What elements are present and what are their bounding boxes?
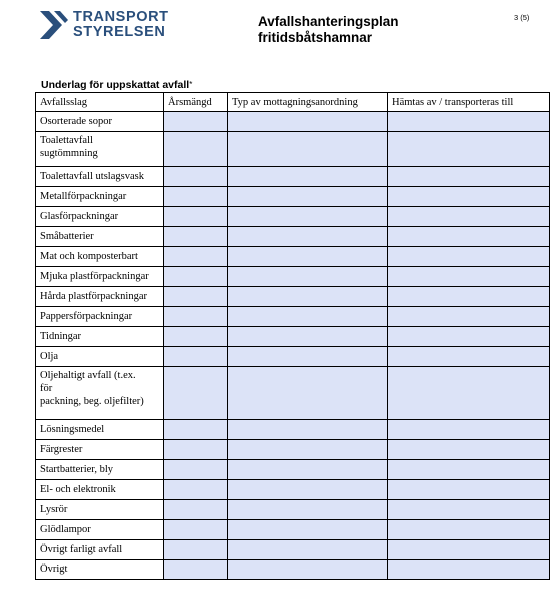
table-row [36, 307, 550, 327]
waste-type-label [36, 267, 164, 287]
waste-type-label [36, 167, 164, 187]
waste-type-label-line: Olja [40, 351, 59, 362]
reception-type-cell[interactable] [228, 520, 388, 540]
waste-type-label-line: Metallförpackningar [40, 191, 127, 202]
table-row [36, 132, 550, 167]
reception-type-cell[interactable] [228, 167, 388, 187]
table-row [36, 207, 550, 227]
logo-chevron-icon [40, 11, 68, 39]
annual-amount-cell[interactable] [164, 347, 228, 367]
collected-by-cell[interactable] [388, 347, 550, 367]
annual-amount-cell[interactable] [164, 167, 228, 187]
annual-amount-cell[interactable] [164, 460, 228, 480]
waste-type-label-line: för [40, 383, 53, 394]
collected-by-cell[interactable] [388, 540, 550, 560]
document-title-line-1: Avfallshanteringsplan [258, 14, 399, 29]
reception-type-cell[interactable] [228, 500, 388, 520]
table-row [36, 420, 550, 440]
collected-by-cell[interactable] [388, 440, 550, 460]
collected-by-cell[interactable] [388, 480, 550, 500]
reception-type-cell[interactable] [228, 540, 388, 560]
table-row [36, 460, 550, 480]
waste-type-label-line: Osorterade sopor [40, 116, 113, 127]
collected-by-cell[interactable] [388, 327, 550, 347]
table-row [36, 167, 550, 187]
collected-by-cell[interactable] [388, 247, 550, 267]
waste-table [35, 92, 550, 580]
reception-type-cell[interactable] [228, 207, 388, 227]
table-row [36, 247, 550, 267]
table-row [36, 267, 550, 287]
reception-type-cell[interactable] [228, 560, 388, 580]
annual-amount-cell[interactable] [164, 560, 228, 580]
annual-amount-cell[interactable] [164, 440, 228, 460]
waste-type-label [36, 247, 164, 267]
collected-by-cell[interactable] [388, 560, 550, 580]
reception-type-cell[interactable] [228, 420, 388, 440]
collected-by-cell[interactable] [388, 187, 550, 207]
table-header-row [36, 93, 550, 112]
waste-type-label [36, 112, 164, 132]
reception-type-cell[interactable] [228, 187, 388, 207]
annual-amount-cell[interactable] [164, 267, 228, 287]
waste-type-label [36, 480, 164, 500]
waste-type-label [36, 207, 164, 227]
reception-type-cell[interactable] [228, 287, 388, 307]
reception-type-cell[interactable] [228, 440, 388, 460]
column-header-annual-amount: Årsmängd [164, 93, 228, 112]
collected-by-cell[interactable] [388, 520, 550, 540]
table-row [36, 440, 550, 460]
section-heading-text: Underlag för uppskattat avfall [41, 79, 190, 91]
collected-by-cell[interactable] [388, 460, 550, 480]
waste-type-label-line: Hårda plastförpackningar [40, 291, 147, 302]
annual-amount-cell[interactable] [164, 132, 228, 167]
table-row [36, 347, 550, 367]
table-row [36, 112, 550, 132]
waste-type-label-line: Toalettavfall [40, 135, 93, 146]
waste-type-label-line: Lösningsmedel [40, 424, 105, 435]
collected-by-cell[interactable] [388, 167, 550, 187]
annual-amount-cell[interactable] [164, 520, 228, 540]
annual-amount-cell[interactable] [164, 367, 228, 420]
table-body [36, 112, 550, 580]
table-row [36, 500, 550, 520]
table-row [36, 287, 550, 307]
reception-type-cell[interactable] [228, 480, 388, 500]
collected-by-cell[interactable] [388, 500, 550, 520]
page-number: 3 (5) [514, 13, 530, 22]
collected-by-cell[interactable] [388, 132, 550, 167]
waste-type-label-line: El- och elektronik [40, 484, 116, 495]
annual-amount-cell[interactable] [164, 227, 228, 247]
reception-type-cell[interactable] [228, 460, 388, 480]
collected-by-cell[interactable] [388, 207, 550, 227]
waste-type-label [36, 367, 164, 420]
waste-type-label [36, 307, 164, 327]
collected-by-cell[interactable] [388, 287, 550, 307]
logo-wordmark [73, 10, 169, 40]
waste-type-label [36, 227, 164, 247]
waste-type-label-line: Mjuka plastförpackningar [40, 271, 149, 282]
waste-type-label-line: Glasförpackningar [40, 211, 119, 222]
collected-by-cell[interactable] [388, 307, 550, 327]
waste-type-label-line: sugtömmning [40, 148, 98, 159]
reception-type-cell[interactable] [228, 347, 388, 367]
waste-type-label-line: Tidningar [40, 331, 82, 342]
collected-by-cell[interactable] [388, 420, 550, 440]
annual-amount-cell[interactable] [164, 420, 228, 440]
document-title-line-2: fritidsbåtshamnar [258, 30, 373, 45]
waste-type-label-line: Övrigt farligt avfall [40, 544, 123, 555]
reception-type-cell[interactable] [228, 132, 388, 167]
footnote-asterisk: * [189, 80, 193, 89]
logo-line-1: TRANSPORT [73, 9, 169, 25]
table-row [36, 540, 550, 560]
waste-type-label [36, 540, 164, 560]
table-row [36, 520, 550, 540]
waste-type-label-line: packning, beg. oljefilter) [40, 396, 144, 407]
annual-amount-cell[interactable] [164, 500, 228, 520]
column-header-reception-type: Typ av mottagningsanordning [228, 93, 388, 112]
waste-type-label [36, 500, 164, 520]
collected-by-cell[interactable] [388, 112, 550, 132]
waste-type-label [36, 520, 164, 540]
waste-type-label [36, 460, 164, 480]
waste-type-label [36, 560, 164, 580]
table-row [36, 367, 550, 420]
collected-by-cell[interactable] [388, 227, 550, 247]
logo-line-2: STYRELSEN [73, 24, 166, 40]
table-row [36, 560, 550, 580]
column-header-waste-type: Avfallsslag [36, 93, 164, 112]
waste-type-label-line: Toalettavfall utslagsvask [40, 171, 144, 182]
annual-amount-cell[interactable] [164, 247, 228, 267]
table-row [36, 327, 550, 347]
document-title [258, 14, 399, 46]
reception-type-cell[interactable] [228, 367, 388, 420]
waste-type-label-line: Färgrester [40, 444, 83, 455]
reception-type-cell[interactable] [228, 247, 388, 267]
waste-type-label-line: Startbatterier, bly [40, 464, 114, 475]
waste-type-label-line: Mat och komposterbart [40, 251, 138, 262]
collected-by-cell[interactable] [388, 367, 550, 420]
reception-type-cell[interactable] [228, 227, 388, 247]
reception-type-cell[interactable] [228, 112, 388, 132]
waste-type-label [36, 287, 164, 307]
waste-type-label [36, 420, 164, 440]
annual-amount-cell[interactable] [164, 327, 228, 347]
annual-amount-cell[interactable] [164, 540, 228, 560]
table-row [36, 187, 550, 207]
column-header-collected-by: Hämtas av / transporteras till [388, 93, 550, 112]
waste-type-label-line: Småbatterier [40, 231, 94, 242]
reception-type-cell[interactable] [228, 267, 388, 287]
waste-type-label [36, 132, 164, 167]
waste-type-label [36, 187, 164, 207]
waste-type-label-line: Lysrör [40, 504, 68, 515]
reception-type-cell[interactable] [228, 307, 388, 327]
section-heading [41, 79, 192, 91]
annual-amount-cell[interactable] [164, 480, 228, 500]
annual-amount-cell[interactable] [164, 307, 228, 327]
collected-by-cell[interactable] [388, 267, 550, 287]
waste-type-label [36, 440, 164, 460]
annual-amount-cell[interactable] [164, 187, 228, 207]
annual-amount-cell[interactable] [164, 112, 228, 132]
waste-type-label-line: Övrigt [40, 564, 68, 575]
table-row [36, 227, 550, 247]
annual-amount-cell[interactable] [164, 287, 228, 307]
reception-type-cell[interactable] [228, 327, 388, 347]
waste-type-label [36, 347, 164, 367]
table-row [36, 480, 550, 500]
waste-type-label [36, 327, 164, 347]
waste-type-label-line: Glödlampor [40, 524, 91, 535]
transportstyrelsen-logo [40, 10, 170, 42]
annual-amount-cell[interactable] [164, 207, 228, 227]
waste-type-label-line: Oljehaltigt avfall (t.ex. [40, 370, 136, 381]
waste-type-label-line: Pappersförpackningar [40, 311, 133, 322]
